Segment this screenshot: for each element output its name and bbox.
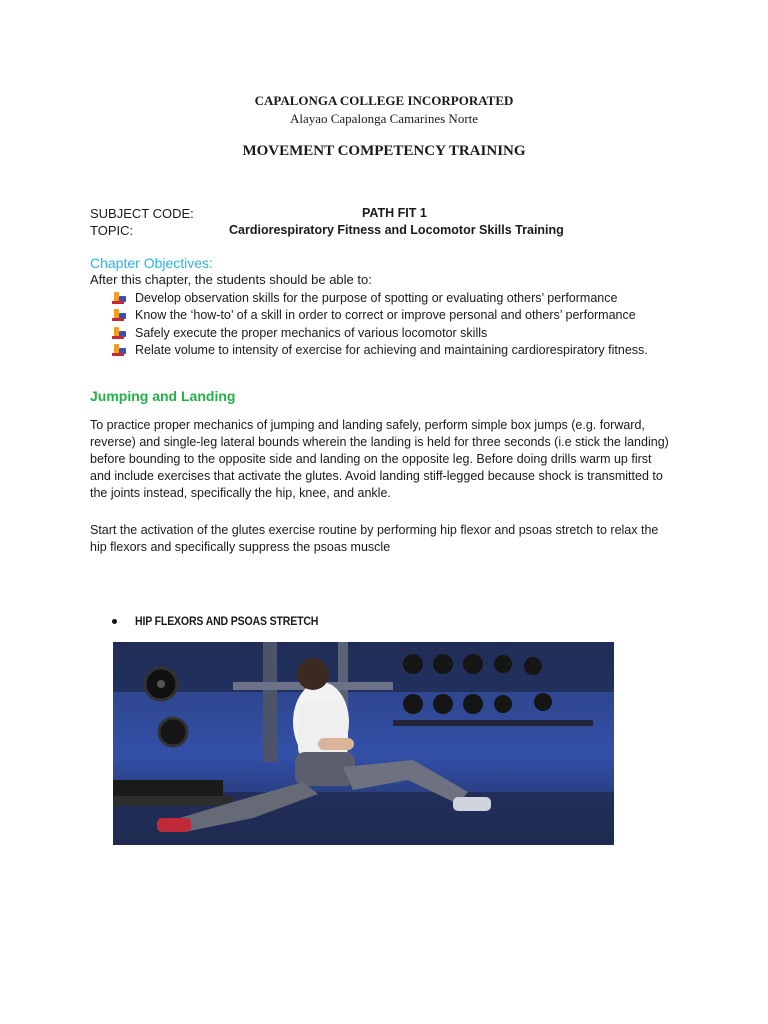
paragraph-line: reverse) and single-leg lateral bounds wherein the landing is held for three seconds (i.e stick the landing) [90, 435, 669, 449]
objective-text: Develop observation skills for the purpose of spotting or evaluating others’ performance [135, 290, 618, 305]
objective-text: Know the ‘how-to’ of a skill in order to correct or improve personal and others’ performance [135, 308, 636, 323]
objectives-heading: Chapter Objectives: [90, 255, 213, 271]
bullet-dot-icon [112, 619, 117, 624]
topic-label: TOPIC: [90, 223, 134, 238]
bullet-icon [111, 308, 129, 322]
document-title: MOVEMENT COMPETENCY TRAINING [242, 143, 526, 159]
objective-item [111, 324, 648, 342]
paragraph-line: before bounding to the opposite side and landing on the opposite leg. Before doing drills warm up first [90, 452, 652, 466]
paragraph-2 [90, 522, 690, 556]
college-address: Alayao Capalonga Camarines Norte [289, 111, 479, 126]
subject-code-value: PATH FIT 1 [362, 206, 427, 220]
paragraph-line: and include exercises that activate the glutes. Avoid landing stiff-legged because shock is transmitted to [90, 469, 663, 483]
objectives-list [111, 289, 648, 359]
paragraph-line: the joints instead, specifically the hip, knee, and ankle. [90, 486, 391, 500]
objective-text: Safely execute the proper mechanics of various locomotor skills [135, 325, 488, 340]
objective-item [111, 307, 648, 325]
exercise-name: HIP FLEXORS AND PSOAS STRETCH [135, 614, 319, 628]
objective-text: Relate volume to intensity of exercise for achieving and maintaining cardiorespiratory fitness. [135, 343, 648, 358]
bullet-icon [111, 291, 129, 305]
exercise-photo [113, 642, 614, 845]
subject-code-label: SUBJECT CODE: [90, 206, 194, 221]
paragraph-line: To practice proper mechanics of jumping and landing safely, perform simple box jumps (e.g. forward, [90, 418, 645, 432]
college-name: CAPALONGA COLLEGE INCORPORATED [254, 93, 514, 108]
bullet-icon [111, 326, 129, 340]
objective-item [111, 289, 648, 307]
paragraph-line: Start the activation of the glutes exercise routine by performing hip flexor and psoas stretch to relax the [90, 523, 659, 537]
paragraph-line: hip flexors and specifically suppress the psoas muscle [90, 540, 391, 554]
objective-item [111, 342, 648, 360]
exercise-bullet [112, 614, 343, 628]
bullet-icon [111, 343, 129, 357]
objectives-intro: After this chapter, the students should be able to: [90, 272, 372, 287]
topic-value: Cardiorespiratory Fitness and Locomotor Skills Training [229, 223, 564, 237]
paragraph-1 [90, 417, 690, 502]
section-heading: Jumping and Landing [90, 388, 236, 404]
